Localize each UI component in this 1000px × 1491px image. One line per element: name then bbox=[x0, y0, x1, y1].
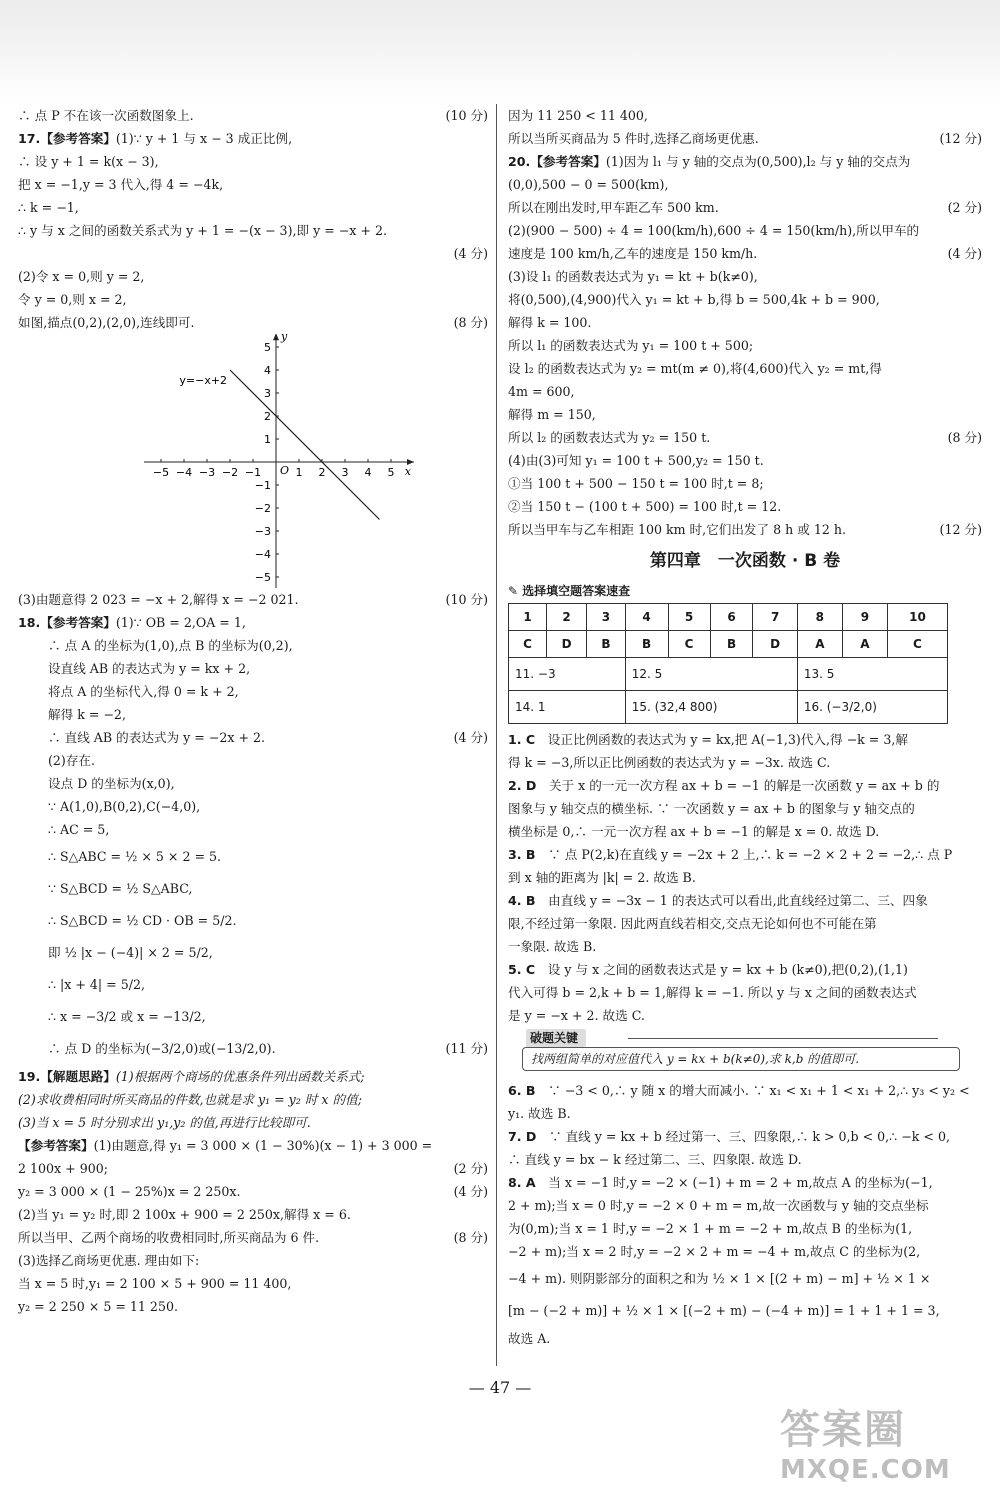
fill-answer-16: 16. (−3/2,0) bbox=[797, 691, 947, 724]
answer-cell: D bbox=[753, 631, 797, 658]
solution-line: 是 y = −x + 2. 故选 C. bbox=[508, 1008, 645, 1023]
y-tick-label: −5 bbox=[254, 571, 271, 584]
text-line: 把 x = −1,y = 3 代入,得 4 = −4k, bbox=[18, 177, 224, 192]
y-tick-label: 4 bbox=[264, 364, 271, 377]
page-number: — 47 — bbox=[468, 1378, 532, 1397]
key-insight-label: 破题关键 bbox=[526, 1029, 586, 1047]
x-tick-label: 3 bbox=[341, 466, 349, 479]
text-line: (3)当 x = 5 时分别求出 y₁,y₂ 的值,再进行比较即可. bbox=[18, 1115, 311, 1130]
text-line: 设直线 AB 的表达式为 y = kx + 2, bbox=[48, 661, 251, 676]
fill-answer-13: 13. 5 bbox=[797, 658, 947, 691]
answer-cell: C bbox=[509, 631, 547, 658]
solution-line: 得 k = −3,所以正比例函数的表达式为 y = −3x. 故选 C. bbox=[508, 755, 831, 770]
text-line: ∴ k = −1, bbox=[18, 200, 79, 215]
answer-cell: D bbox=[547, 631, 587, 658]
x-tick-label: −3 bbox=[198, 466, 216, 479]
y-axis-arrow bbox=[273, 334, 279, 340]
q19-header: 19.【解题思路】(1)根据两个商场的优惠条件列出函数关系式; bbox=[18, 1069, 365, 1084]
text-line: 即 ½ |x − (−4)| × 2 = 5/2, bbox=[48, 945, 213, 960]
solution-line: 图象与 y 轴交点的横坐标. ∵ 一次函数 y = ax + b 的图象与 y 轴交点的 bbox=[508, 801, 915, 816]
score: (10 分) bbox=[445, 108, 488, 123]
solution-line: 故选 A. bbox=[508, 1331, 551, 1346]
text-line: 解得 m = 150, bbox=[508, 407, 596, 422]
text-line: 2 100x + 900; (2 分) bbox=[18, 1161, 488, 1176]
text-line: 将点 A 的坐标代入,得 0 = k + 2, bbox=[48, 684, 239, 699]
text-line: (4)由(3)可知 y₁ = 100 t + 500,y₂ = 150 t. bbox=[508, 453, 764, 468]
answer-cell: C bbox=[668, 631, 710, 658]
question-number-cell: 10 bbox=[887, 604, 947, 631]
x-tick-label: 2 bbox=[318, 466, 326, 479]
y-tick-label: −2 bbox=[254, 502, 271, 515]
text-line: 所以在刚出发时,甲车距乙车 500 km. (2 分) bbox=[508, 200, 982, 215]
answer-cell: B bbox=[587, 631, 626, 658]
x-tick-label: −2 bbox=[221, 466, 239, 479]
y-tick-label: −4 bbox=[254, 548, 271, 561]
text-line: ∴ 直线 AB 的表达式为 y = −2x + 2. (4 分) bbox=[48, 730, 488, 745]
text-line: ∴ x = −3/2 或 x = −13/2, bbox=[48, 1009, 206, 1024]
question-number-cell: 4 bbox=[625, 604, 668, 631]
text-line: (3)设 l₁ 的函数表达式为 y₁ = kt + b(k≠0), bbox=[508, 269, 758, 284]
question-number-cell: 8 bbox=[797, 604, 842, 631]
solution-line: 7. D ∵ 直线 y = kx + b 经过第一、三、四象限,∴ k > 0,b < 0,∴ −k < 0, bbox=[508, 1129, 950, 1144]
y-tick-label: 5 bbox=[264, 341, 271, 354]
question-number-cell: 3 bbox=[587, 604, 626, 631]
answer-cell: B bbox=[710, 631, 753, 658]
solution-line: 一象限. 故选 B. bbox=[508, 939, 597, 954]
key-insight-text: 找两组简单的对应值代入 y = kx + b(k≠0),求 k,b 的值即可. bbox=[522, 1047, 960, 1071]
text-line: (3)由题意得 2 023 = −x + 2,解得 x = −2 021. (10 分) bbox=[18, 592, 488, 607]
solution-line: 2 + m);当 x = 0 时,y = −2 × 0 + m = m,故一次函数与 y 轴的交点坐标 bbox=[508, 1198, 929, 1213]
text-line: ∴ 设 y + 1 = k(x − 3), bbox=[18, 154, 159, 169]
text-line: y₂ = 3 000 × (1 − 25%)x = 2 250x. (4 分) bbox=[18, 1184, 488, 1199]
text-line: 4m = 600, bbox=[508, 384, 575, 399]
solution-line: 1. C 设正比例函数的表达式为 y = kx,把 A(−1,3)代入,得 −k = 3,解 bbox=[508, 732, 908, 747]
text-line: ∵ S△BCD = ½ S△ABC, bbox=[48, 881, 193, 896]
text-line: 解得 k = 100. bbox=[508, 315, 592, 330]
text-line: (2)(900 − 500) ÷ 4 = 100(km/h),600 ÷ 4 = 150(km/h),所以甲车的 bbox=[508, 223, 920, 238]
text-line: 因为 11 250 < 11 400, bbox=[508, 108, 648, 123]
answer-cell: C bbox=[887, 631, 947, 658]
solution-line: 2. D 关于 x 的一元一次方程 ax + b = −1 的解是一次函数 y = ax + b 的 bbox=[508, 778, 940, 793]
graph-svg bbox=[144, 334, 424, 588]
text-line: (2)存在. bbox=[48, 753, 96, 768]
x-axis-label: x bbox=[404, 465, 412, 478]
text-line: 设点 D 的坐标为(x,0), bbox=[48, 776, 175, 791]
solution-line: 3. B ∵ 点 P(2,k)在直线 y = −2x + 2 上,∴ k = −2 × 2 + 2 = −2,∴ 点 P bbox=[508, 847, 953, 862]
y-tick-label: 3 bbox=[264, 387, 271, 400]
text-line: ∴ 点 A 的坐标为(1,0),点 B 的坐标为(0,2), bbox=[48, 638, 293, 653]
watermark-site: MXQE.COM bbox=[780, 1455, 951, 1485]
text-line: (0,0),500 − 0 = 500(km), bbox=[508, 177, 669, 192]
text-line: (2)当 y₁ = y₂ 时,即 2 100x + 900 = 2 250x,解得 x = 6. bbox=[18, 1207, 351, 1222]
text-line: 所以 l₁ 的函数表达式为 y₁ = 100 t + 500; bbox=[508, 338, 754, 353]
right-column bbox=[508, 104, 982, 1350]
text-line: ∴ AC = 5, bbox=[48, 822, 110, 837]
score-line: (4 分) bbox=[453, 246, 488, 261]
solution-line: ∴ 直线 y = bx − k 经过第二、三、四象限. 故选 D. bbox=[508, 1152, 802, 1167]
solution-line: 6. B ∵ −3 < 0,∴ y 随 x 的增大而减小. ∵ x₁ < x₁ + 1 < x₁ + 2,∴ y₃ < y₂ < bbox=[508, 1083, 970, 1098]
solution-line: 4. B 由直线 y = −3x − 1 的表达式可以看出,此直线经过第二、三、四象 bbox=[508, 893, 928, 908]
y-tick-label: −1 bbox=[254, 479, 271, 492]
question-number-cell: 1 bbox=[509, 604, 547, 631]
y-tick-label: 1 bbox=[264, 433, 271, 446]
solution-line: 代入可得 b = 2,k + b = 1,解得 k = −1. 所以 y 与 x 之间的函数表达式 bbox=[508, 985, 917, 1000]
text-line: ∵ A(1,0),B(0,2),C(−4,0), bbox=[48, 799, 201, 814]
solution-line: 到 x 轴的距离为 |k| = 2. 故选 B. bbox=[508, 870, 696, 885]
watermark bbox=[780, 1398, 990, 1484]
question-number-cell: 6 bbox=[710, 604, 753, 631]
question-number-cell: 9 bbox=[842, 604, 887, 631]
text-line: 将(0,500),(4,900)代入 y₁ = kt + b,得 b = 500,4k + b = 900, bbox=[508, 292, 880, 307]
text-line: ∴ S△BCD = ½ CD · OB = 5/2. bbox=[48, 913, 237, 928]
fill-answer-11: 11. −3 bbox=[509, 658, 626, 691]
text-line: 所以 l₂ 的函数表达式为 y₂ = 150 t. (8 分) bbox=[508, 430, 982, 445]
solution-line: 限,不经过第一象限. 因此两直线若相交,交点无论如何也不可能在第 bbox=[508, 916, 877, 931]
x-tick-label: 1 bbox=[295, 466, 303, 479]
question-number-cell: 7 bbox=[753, 604, 797, 631]
y-tick-label: 2 bbox=[264, 410, 271, 423]
text-line: ∴ S△ABC = ½ × 5 × 2 = 5. bbox=[48, 849, 222, 864]
text-line: 令 y = 0,则 x = 2, bbox=[18, 292, 127, 307]
text-line: y₂ = 2 250 × 5 = 11 250. bbox=[18, 1299, 178, 1314]
watermark-logo-text: 答案圈 bbox=[780, 1407, 906, 1453]
x-tick-label: 5 bbox=[387, 466, 395, 479]
text-line: 当 x = 5 时,y₁ = 2 100 × 5 + 900 = 11 400, bbox=[18, 1276, 292, 1291]
text-line: ∴ y 与 x 之间的函数关系式为 y + 1 = −(x − 3),即 y = −x + 2. bbox=[18, 223, 387, 238]
answer-cell: A bbox=[842, 631, 887, 658]
key-insight-box bbox=[508, 1027, 982, 1079]
text-line: (3)选择乙商场更优惠. 理由如下: bbox=[18, 1253, 200, 1268]
column-divider bbox=[496, 104, 497, 1366]
answer-cell: A bbox=[797, 631, 842, 658]
origin-label: O bbox=[280, 464, 290, 477]
key-divider bbox=[628, 1038, 938, 1039]
text-line: 如图,描点(0,2),(2,0),连线即可. (8 分) bbox=[18, 315, 488, 330]
solution-line: [m − (−2 + m)] + ½ × 1 × [(−2 + m) − (−4 + m)] = 1 + 1 + 1 = 3, bbox=[508, 1303, 940, 1318]
solution-line: y₁. 故选 B. bbox=[508, 1106, 571, 1121]
question-number-cell: 2 bbox=[547, 604, 587, 631]
q17-header: 17.【参考答案】(1)∵ y + 1 与 x − 3 成正比例, bbox=[18, 131, 293, 146]
text-line: 所以当甲车与乙车相距 100 km 时,它们出发了 8 h 或 12 h. (12 分) bbox=[508, 522, 982, 537]
text-line: ∴ |x + 4| = 5/2, bbox=[48, 977, 146, 992]
text-line: 设 l₂ 的函数表达式为 y₂ = mt(m ≠ 0),将(4,600)代入 y₂ = mt,得 bbox=[508, 361, 882, 376]
y-axis-label: y bbox=[281, 334, 288, 344]
coordinate-graph bbox=[18, 334, 488, 588]
fill-answer-14: 14. 1 bbox=[509, 691, 626, 724]
q18-header: 18.【参考答案】(1)∵ OB = 2,OA = 1, bbox=[18, 615, 246, 630]
answer-quick-check-heading: ✎ 选择填空题答案速查 bbox=[508, 579, 982, 603]
answer-cell: B bbox=[625, 631, 668, 658]
function-line-label: y=−x+2 bbox=[179, 373, 228, 387]
text-line: ②当 150 t − (100 t + 500) = 100 时,t = 12. bbox=[508, 499, 782, 514]
solution-line: 5. C 设 y 与 x 之间的函数表达式是 y = kx + b (k≠0),把(0,2),(1,1) bbox=[508, 962, 908, 977]
fill-answer-12: 12. 5 bbox=[625, 658, 797, 691]
x-tick-label: −1 bbox=[244, 466, 262, 479]
scan-header-band bbox=[0, 0, 1000, 100]
x-tick-label: 4 bbox=[364, 466, 372, 479]
text-line: 解得 k = −2, bbox=[48, 707, 126, 722]
pencil-icon: ✎ bbox=[508, 584, 519, 598]
solution-line: −4 + m). 则阴影部分的面积之和为 ½ × 1 × [(2 + m) − m] + ½ × 1 × bbox=[508, 1271, 931, 1286]
solution-line: 8. A 当 x = −1 时,y = −2 × (−1) + m = 2 + m,故点 A 的坐标为(−1, bbox=[508, 1175, 933, 1190]
answer-table bbox=[508, 603, 948, 724]
solution-line: 横坐标是 0,∴ 一元一次方程 ax + b = −1 的解是 x = 0. 故选 D. bbox=[508, 824, 880, 839]
function-line bbox=[230, 370, 380, 520]
q20-header: 20.【参考答案】(1)因为 l₁ 与 y 轴的交点为(0,500),l₂ 与 y 轴的交点为 bbox=[508, 154, 911, 169]
text-line: ∴ 点 P 不在该一次函数图象上. (10 分) bbox=[18, 104, 488, 127]
y-tick-label: −3 bbox=[254, 525, 271, 538]
x-tick-label: −5 bbox=[152, 466, 170, 479]
left-column bbox=[18, 104, 488, 1318]
x-tick-label: −4 bbox=[175, 466, 193, 479]
text-line: 速度是 100 km/h,乙车的速度是 150 km/h. (4 分) bbox=[508, 246, 982, 261]
chapter-title: 第四章 一次函数 · B 卷 bbox=[649, 551, 841, 571]
text-line: 所以当所买商品为 5 件时,选择乙商场更优惠. (12 分) bbox=[508, 131, 982, 146]
solution-line: −2 + m);当 x = 2 时,y = −2 × 2 + m = −4 + m,故点 C 的坐标为(2, bbox=[508, 1244, 921, 1259]
text-line: (2)令 x = 0,则 y = 2, bbox=[18, 269, 145, 284]
text-line: (2)求收费相同时所买商品的件数,也就是求 y₁ = y₂ 时 x 的值; bbox=[18, 1092, 362, 1107]
text-line: ①当 100 t + 500 − 150 t = 100 时,t = 8; bbox=[508, 476, 764, 491]
text-line: ∴ 点 D 的坐标为(−3/2,0)或(−13/2,0). (11 分) bbox=[48, 1041, 488, 1056]
text-line: 【参考答案】(1)由题意,得 y₁ = 3 000 × (1 − 30%)(x − 1) + 3 000 = bbox=[18, 1138, 433, 1153]
text-line: 所以当甲、乙两个商场的收费相同时,所买商品为 6 件. (8 分) bbox=[18, 1230, 488, 1245]
solution-line: 为(0,m);当 x = 1 时,y = −2 × 1 + m = −2 + m,故点 B 的坐标为(1, bbox=[508, 1221, 913, 1236]
fill-answer-15: 15. (32,4 800) bbox=[625, 691, 797, 724]
question-number-cell: 5 bbox=[668, 604, 710, 631]
